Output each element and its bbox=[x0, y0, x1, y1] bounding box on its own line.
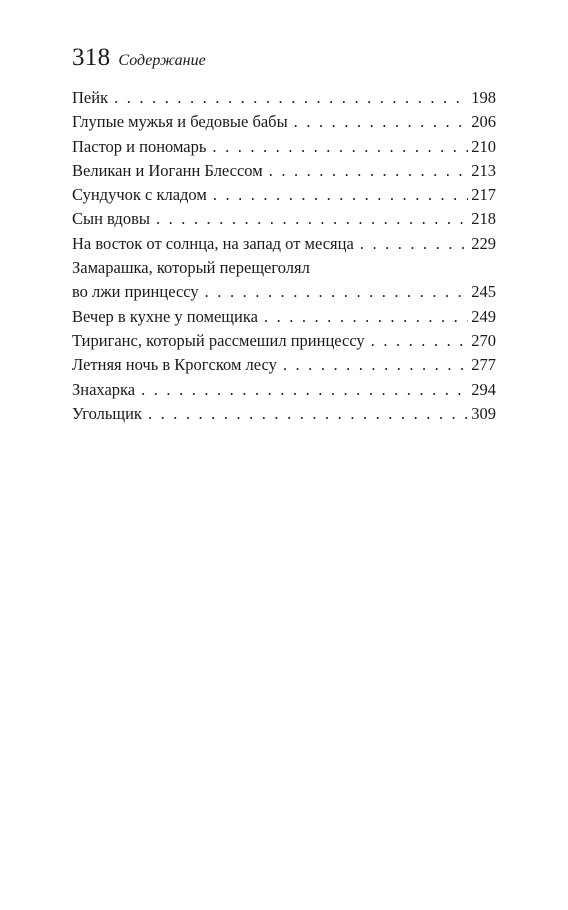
toc-entry[interactable] bbox=[72, 402, 496, 426]
dot-leader bbox=[114, 86, 468, 110]
toc-entry[interactable] bbox=[72, 353, 496, 377]
toc-entry-page: 213 bbox=[471, 160, 496, 180]
toc-entry[interactable] bbox=[72, 378, 496, 402]
toc-entry-title: Сундучок с кладом bbox=[72, 185, 207, 205]
toc-entry-title: Тириганс, который рассмешил принцессу bbox=[72, 330, 365, 350]
toc-entry-page: 210 bbox=[471, 136, 496, 156]
toc-entry-title: Угольщик bbox=[72, 403, 142, 423]
toc-entry-page: 277 bbox=[471, 355, 496, 375]
dot-leader bbox=[294, 110, 469, 134]
toc-entry-title: во лжи принцессу bbox=[72, 282, 199, 302]
dot-leader bbox=[148, 402, 468, 426]
toc-entry[interactable] bbox=[72, 135, 496, 159]
toc-entry-title: Вечер в кухне у помещика bbox=[72, 306, 258, 326]
toc-entry-page: 294 bbox=[471, 379, 496, 399]
toc-entry-page: 249 bbox=[471, 306, 496, 326]
toc-entry-title: Великан и Иоганн Блессом bbox=[72, 160, 263, 180]
dot-leader bbox=[264, 305, 468, 329]
toc-entry-page: 217 bbox=[471, 185, 496, 205]
toc-entry-page: 245 bbox=[471, 282, 496, 302]
toc-entry-page: 229 bbox=[471, 233, 496, 253]
page-number: 318 bbox=[72, 44, 111, 71]
toc-entry[interactable] bbox=[72, 159, 496, 183]
toc-entry-title: Знахарка bbox=[72, 379, 136, 399]
dot-leader bbox=[205, 280, 469, 304]
toc-entry-title: Летняя ночь в Крогском лесу bbox=[72, 355, 277, 375]
toc-entry[interactable] bbox=[72, 329, 496, 353]
toc-entry-page: 270 bbox=[471, 330, 496, 350]
dot-leader bbox=[269, 159, 469, 183]
dot-leader bbox=[213, 183, 468, 207]
toc-entry[interactable] bbox=[72, 86, 496, 110]
toc-entry-page: 206 bbox=[471, 112, 496, 132]
running-head bbox=[72, 44, 206, 72]
toc-entry-page: 309 bbox=[471, 403, 496, 423]
dot-leader bbox=[360, 232, 468, 256]
toc-entry-title: Глупые мужья и бедовые бабы bbox=[72, 112, 288, 132]
toc-entry[interactable] bbox=[72, 256, 496, 305]
toc-entry-title: Пейк bbox=[72, 88, 109, 107]
toc-entry[interactable] bbox=[72, 183, 496, 207]
toc-entry-title: На восток от солнца, на запад от месяца bbox=[72, 233, 354, 253]
toc-entry-page: 218 bbox=[471, 209, 496, 229]
dot-leader bbox=[212, 135, 468, 159]
toc-entry[interactable] bbox=[72, 305, 496, 329]
toc-entry-page: 198 bbox=[471, 88, 496, 107]
dot-leader bbox=[156, 207, 468, 231]
toc-entry-title-line1: Замарашка, который перещеголял bbox=[72, 258, 310, 278]
toc-entry-title: Пастор и пономарь bbox=[72, 136, 207, 156]
dot-leader bbox=[283, 353, 468, 377]
dot-leader bbox=[371, 329, 469, 353]
table-of-contents bbox=[72, 86, 496, 426]
section-title: Содержание bbox=[118, 52, 206, 69]
toc-entry-title: Сын вдовы bbox=[72, 209, 150, 229]
toc-entry[interactable] bbox=[72, 207, 496, 231]
dot-leader bbox=[141, 378, 468, 402]
toc-entry[interactable] bbox=[72, 110, 496, 134]
toc-entry[interactable] bbox=[72, 232, 496, 256]
